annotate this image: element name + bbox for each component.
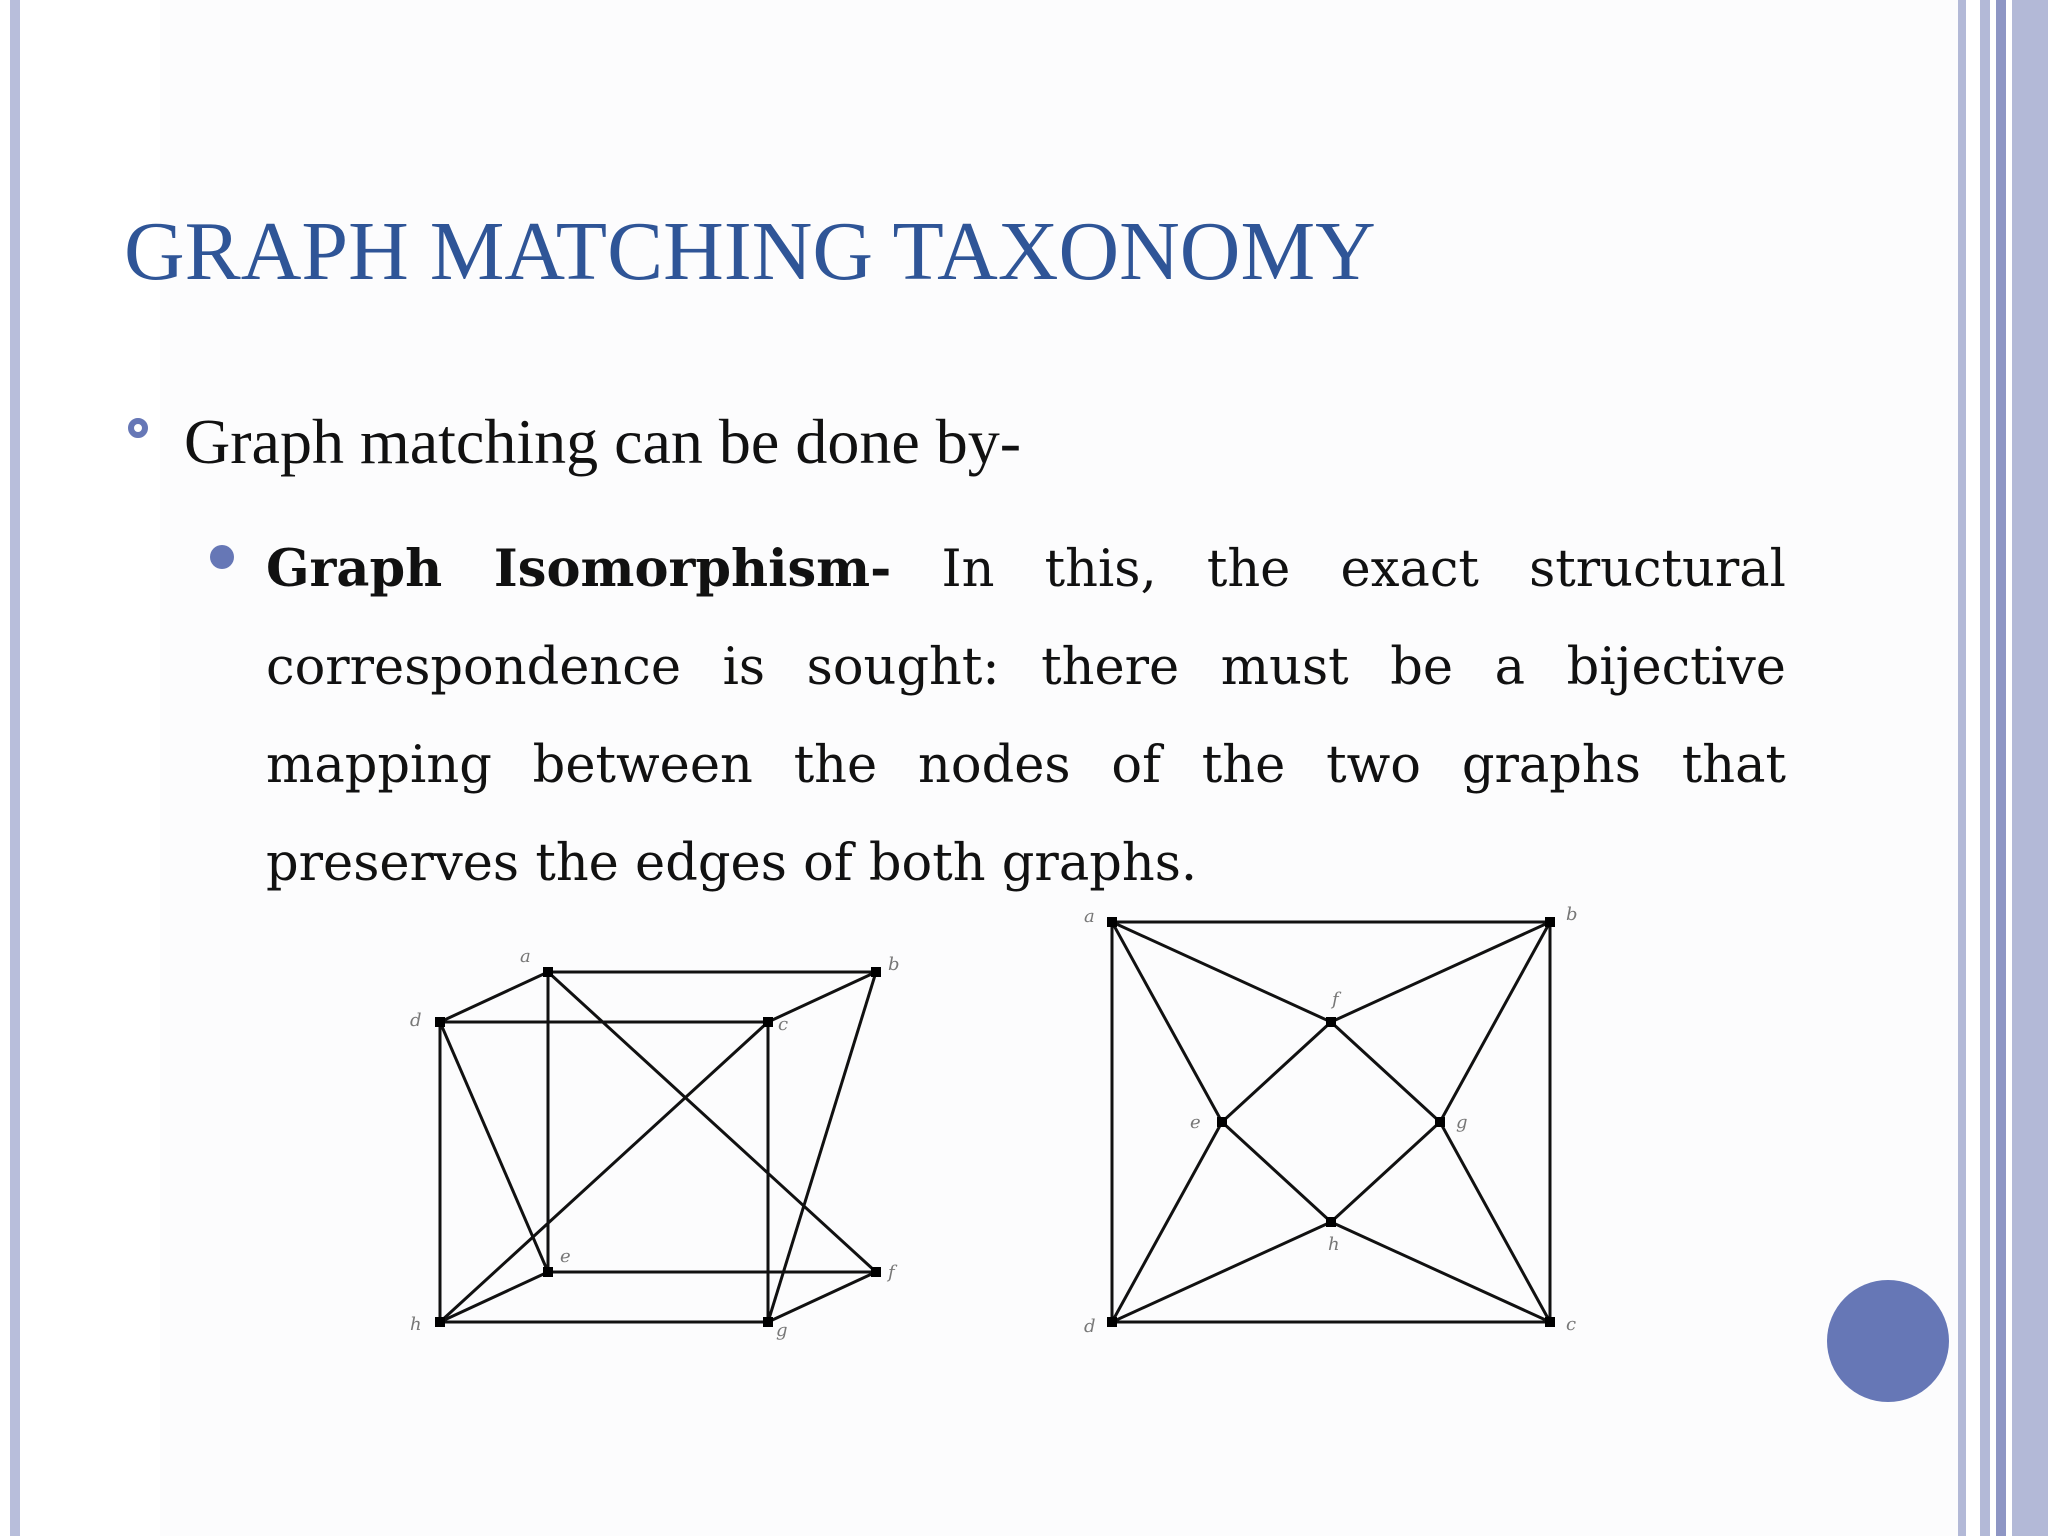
vertex-label: g xyxy=(1456,1112,1468,1133)
sub-bullet-paragraph xyxy=(266,520,1786,913)
sub-bullet-text: In this, the exact structural correspondence is sought: there must be a bijective mapping between the nodes of the two graphs that preserves the edges of both graphs. xyxy=(266,540,1786,893)
filled-bullet-icon xyxy=(210,545,234,569)
slide-title: GRAPH MATCHING TAXONOMY xyxy=(124,205,1376,298)
vertex-label: a xyxy=(520,946,531,967)
vertex-label: h xyxy=(1328,1234,1340,1255)
graph-vertex-labels xyxy=(1084,904,1578,1337)
right-stripe xyxy=(1996,0,2006,1536)
graph-edges xyxy=(1112,922,1550,1322)
vertex-label: b xyxy=(1566,904,1578,925)
graph-nodes xyxy=(1107,917,1555,1327)
vertex-label: f xyxy=(1332,989,1339,1010)
left-decorative-bar xyxy=(10,0,20,1536)
right-stripe xyxy=(2012,0,2048,1536)
bullet-main-text: Graph matching can be done by- xyxy=(184,406,1022,477)
right-stripe xyxy=(1958,0,1966,1536)
hollow-bullet-icon xyxy=(128,418,148,438)
decorative-circle xyxy=(1827,1280,1949,1402)
vertex-label: h xyxy=(410,1314,422,1335)
right-stripe xyxy=(1980,0,1990,1536)
right-stripe xyxy=(1966,0,1980,1536)
vertex-label: d xyxy=(1084,1316,1096,1337)
vertex-label: b xyxy=(888,954,900,975)
vertex-label: a xyxy=(1084,906,1095,927)
vertex-label: e xyxy=(1190,1112,1201,1133)
graph-diagram-left xyxy=(400,940,920,1340)
vertex-label: c xyxy=(778,1014,789,1035)
vertex-label: e xyxy=(560,1246,571,1267)
graph-edges xyxy=(440,972,876,1322)
vertex-label: d xyxy=(410,1010,422,1031)
sub-bullet-term: Graph Isomorphism- xyxy=(266,539,892,599)
graph-diagram-right xyxy=(1070,900,1590,1360)
vertex-label: g xyxy=(776,1320,788,1341)
vertex-label: f xyxy=(888,1262,895,1283)
vertex-label: c xyxy=(1566,1314,1577,1335)
